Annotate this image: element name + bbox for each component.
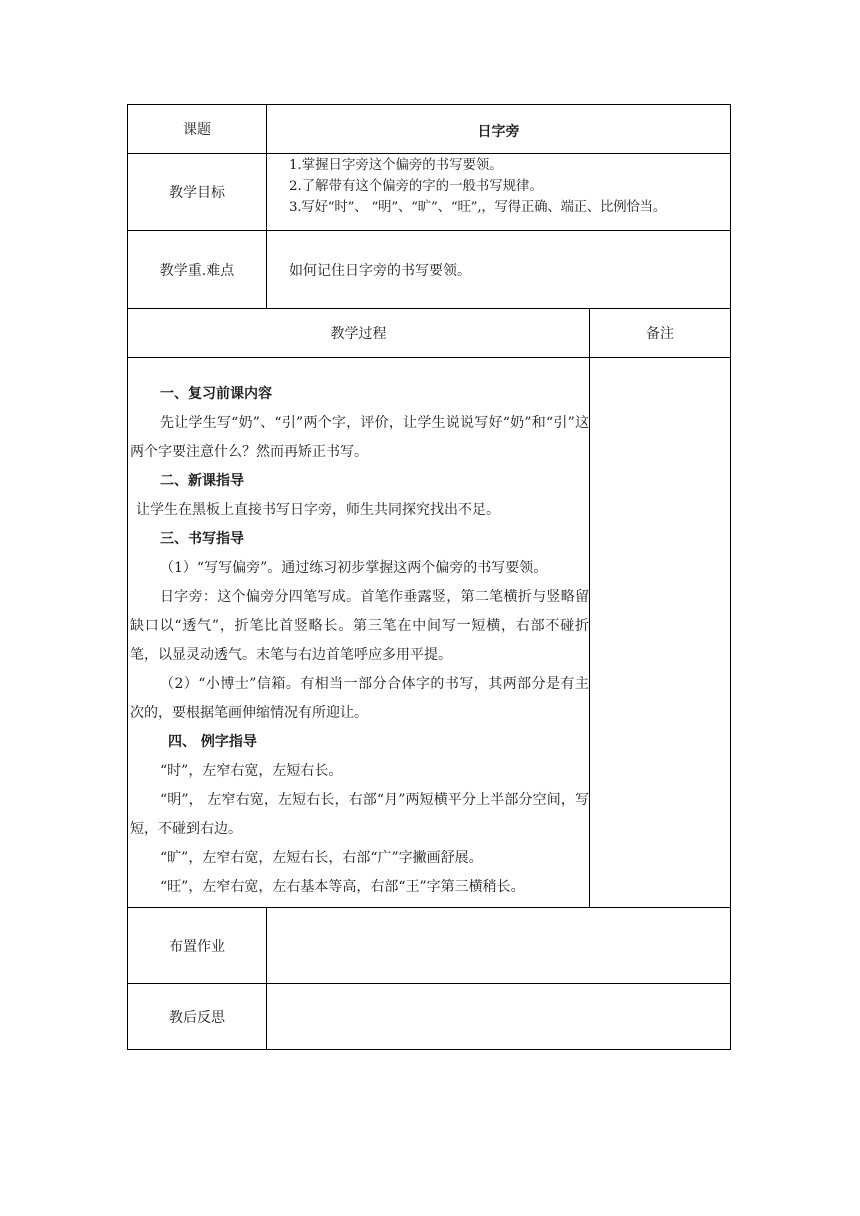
goals-list — [289, 155, 734, 218]
paragraph: “旷”，左窄右宽，左短右长，右部“广”字撇画舒展。 — [160, 850, 483, 866]
table-border — [589, 308, 590, 907]
goals-label: 教学目标 — [169, 185, 225, 201]
paragraph: 先让学生写“奶”、“引”两个字，评价，让学生说说写好“奶”和“引”这两个字要注意什么？然而再矫正书写。 — [130, 415, 589, 460]
homework-label: 布置作业 — [169, 938, 225, 955]
goal-item: 3.写好“时”、 “明”、“旷”、“旺”,，写得正确、端正、比例恰当。 — [289, 200, 667, 215]
paragraph: 日字旁：这个偏旁分四笔写成。首笔作垂露竖，第二笔横折与竖略留缺口以“透气”，折笔比首竖略长。第三笔在中间写一短横，右部不碰折笔，以显灵动透气。末笔与右边首笔呼应多用平提。 — [130, 589, 589, 663]
section-heading: 一、复习前课内容 — [160, 386, 272, 402]
paragraph: “旺”，左窄右宽，左右基本等高，右部“王”字第三横稍长。 — [160, 879, 525, 895]
paragraph: “明”， 左窄右宽，左短右长，右部“月”两短横平分上半部分空间，写短，不碰到右边。 — [130, 792, 589, 837]
section-heading: 二、新课指导 — [160, 473, 244, 489]
topic-label: 课题 — [183, 122, 211, 138]
table-border — [127, 1049, 731, 1050]
paragraph: （1）“写写偏旁”。通过练习初步掌握这两个偏旁的书写要领。 — [160, 560, 548, 576]
reflection-label: 教后反思 — [169, 1009, 225, 1026]
table-border — [730, 104, 731, 1050]
paragraph: （2）“小博士”信箱。有相当一部分合体字的书写，其两部分是有主次的，要根据笔画伸缩情况有所迎让。 — [130, 676, 589, 721]
reflection-value — [267, 984, 730, 1049]
paragraph: 让学生在黑板上直接书写日字旁，师生共同探究找出不足。 — [136, 502, 500, 518]
section-heading: 四、 例字指导 — [168, 734, 257, 750]
paragraph: “时”，左窄右宽，左短右长。 — [160, 763, 343, 779]
table-border — [127, 357, 731, 358]
process-header: 教学过程 — [330, 326, 387, 342]
homework-value — [267, 908, 730, 983]
notes-header: 备注 — [646, 326, 674, 342]
topic-value: 日字旁 — [477, 124, 520, 140]
goal-item: 2.了解带有这个偏旁的字的一般书写规律。 — [289, 179, 543, 194]
key-points-value: 如何记住日字旁的书写要领。 — [289, 262, 471, 279]
goal-item: 1.掌握日字旁这个偏旁的书写要领。 — [289, 158, 503, 173]
key-points-label: 教学重.难点 — [159, 262, 235, 279]
process-content — [130, 380, 589, 902]
section-heading: 三、书写指导 — [160, 531, 244, 547]
